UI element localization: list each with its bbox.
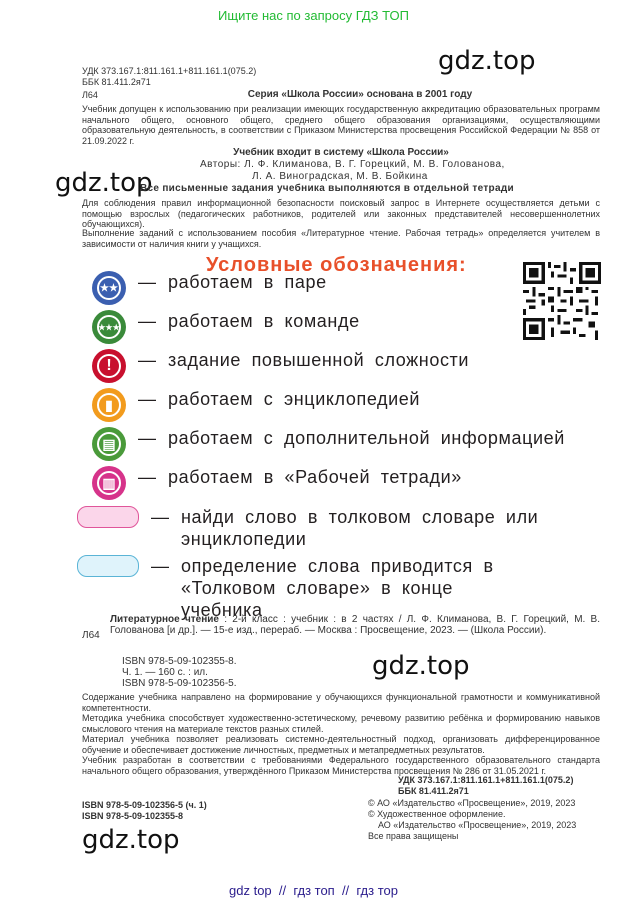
catalog-title: Литературное чтение xyxy=(110,614,219,625)
series-line: Серия «Школа России» основана в 2001 году xyxy=(247,89,473,100)
top-search-link[interactable]: Ищите нас по запросу ГДЗ ТОП xyxy=(218,8,409,23)
approval-text: Учебник допущен к использованию при реализации имеющих государственную аккредитацию образовательных программ начального общего, основного общего, среднего общего образования организациями, осуществляющими образовательную деятельность, в соответствии с Приказом Министерства просвещения Российской Федерации № 858 от 21.09.2022 г. xyxy=(82,104,600,146)
catalog-isbn-2: ISBN 978-5-09-102356-5. xyxy=(122,678,237,689)
pink-frame-icon xyxy=(77,506,139,528)
safety-text: Для соблюдения правил информационной безопасности поисковый запрос в Интернете осуществляется детьми с помощью взрослых (педагогических работников, родителей или законных представителей несовершеннолетних обучающихся). xyxy=(82,198,600,229)
workbook-icon: ▥ xyxy=(92,466,126,500)
bbk-bottom: ББК 81.411.2я71 xyxy=(398,786,469,796)
isbn-whole: ISBN 978-5-09-102355-8 xyxy=(82,811,184,821)
legend-row-hard xyxy=(92,349,469,383)
extra-info-icon: ▤ xyxy=(92,427,126,461)
summary-3: Материал учебника позволяет реализовать системно-деятельностный подход, организовать дифференцированное обучение и обеспечивает достижение личностных, предметных и метапредметных результатов. xyxy=(82,734,600,755)
legend-dash: — xyxy=(138,272,156,292)
legend-row-pair xyxy=(92,271,327,305)
copyright-4: Все права защищены xyxy=(368,831,459,841)
legend-dash: — xyxy=(138,467,156,487)
legend-dash: — xyxy=(151,556,169,576)
l64-top: Л64 xyxy=(82,90,98,100)
pair-work-icon: ★★ xyxy=(92,271,126,305)
authors-line-1: Авторы: Л. Ф. Климанова, В. Г. Горецкий, М. В. Голованова, xyxy=(200,159,505,170)
workbook-note: Выполнение заданий с использованием пособия «Литературное чтение. Рабочая тетрадь» определяется учителем в зависимости от наличия книги у учащихся. xyxy=(82,228,600,249)
legend-row-encyclopedia xyxy=(92,388,420,422)
legend-row-blue-frame xyxy=(92,555,612,621)
watermark-left: gdz.top xyxy=(55,168,153,198)
summary-2: Методика учебника способствует художественно-эстетическому, речевому развитию ребёнка и формированию навыков смыслового чтения на материале текстов разных стилей. xyxy=(82,713,600,734)
hard-task-icon: ! xyxy=(92,349,126,383)
copyright-2: © Художественное оформление. xyxy=(368,809,506,819)
legend-text-encyclopedia: работаем с энциклопедией xyxy=(168,389,421,409)
authors-line-2: Л. А. Виноградская, М. В. Бойкина xyxy=(252,171,428,182)
udk-top: УДК 373.167.1:811.161.1+811.161.1(075.2) xyxy=(82,66,257,76)
legend-dash: — xyxy=(138,350,156,370)
legend-text-team: работаем в команде xyxy=(168,311,360,331)
watermark-top-right: gdz.top xyxy=(438,46,536,76)
watermark-middle: gdz.top xyxy=(372,651,470,681)
catalog-l64: Л64 xyxy=(82,630,100,641)
catalog-description xyxy=(110,614,600,636)
qr-code[interactable] xyxy=(523,262,601,340)
legend-text-workbook: работаем в «Рабочей тетради» xyxy=(168,467,462,487)
team-work-icon: ★★★ xyxy=(92,310,126,344)
legend-row-pink-frame xyxy=(92,506,612,550)
udk-bottom: УДК 373.167.1:811.161.1+811.161.1(075.2) xyxy=(398,775,574,785)
legend-row-workbook xyxy=(92,466,462,500)
copyright-3: АО «Издательство «Просвещение», 2019, 2023 xyxy=(378,820,577,830)
legend-dash: — xyxy=(151,507,169,527)
catalog-part: Ч. 1. — 160 с. : ил. xyxy=(122,667,208,678)
legend-row-extra xyxy=(92,427,565,461)
summary-1: Содержание учебника направлено на формирование у обучающихся функциональной грамотности и коммуникативной компетентности. xyxy=(82,692,600,713)
encyclopedia-icon: ▮ xyxy=(92,388,126,422)
legend-text-blue-frame: определение слова приводится в «Толковом словаре» в конце учебника xyxy=(181,556,494,620)
legend-row-team xyxy=(92,310,360,344)
watermark-bottom-left: gdz.top xyxy=(82,825,180,855)
legend-dash: — xyxy=(138,389,156,409)
bbk-top: ББК 81.411.2я71 xyxy=(82,77,151,87)
notebook-note: Все письменные задания учебника выполняются в отдельной тетради xyxy=(140,183,514,194)
legend-text-extra: работаем с дополнительной информацией xyxy=(168,428,565,448)
system-line: Учебник входит в систему «Школа России» xyxy=(233,147,449,158)
catalog-isbn-1: ISBN 978-5-09-102355-8. xyxy=(122,656,237,667)
bottom-links[interactable]: gdz top // гдз топ // гдз тор xyxy=(229,883,398,898)
legend-dash: — xyxy=(138,428,156,448)
legend-text-hard: задание повышенной сложности xyxy=(168,350,470,370)
legend-text-pink-frame: найди слово в толковом словаре или энциклопедии xyxy=(181,507,539,549)
summary-4: Учебник разработан в соответствии с требованиями Федерального государственного образовательного стандарта начального общего образования, утверждённого Приказом Министерства просвещения № 286 от 31.05.2021 г. xyxy=(82,755,600,776)
catalog-description-text: : 2-й класс : учебник : в 2 частях / Л. Ф. Климанова, В. Г. Горецкий, М. В. Голованова [и др.]. — 15-е изд., перераб. — Москва : Просвещение, 2023. — (Школа России). xyxy=(110,614,601,636)
legend-dash: — xyxy=(138,311,156,331)
legend-text-pair: работаем в паре xyxy=(168,272,327,292)
blue-frame-icon xyxy=(77,555,139,577)
legend-title: Условные обозначения: xyxy=(206,254,467,276)
isbn-part: ISBN 978-5-09-102356-5 (ч. 1) xyxy=(82,800,207,810)
copyright-1: © АО «Издательство «Просвещение», 2019, 2023 xyxy=(368,798,576,808)
